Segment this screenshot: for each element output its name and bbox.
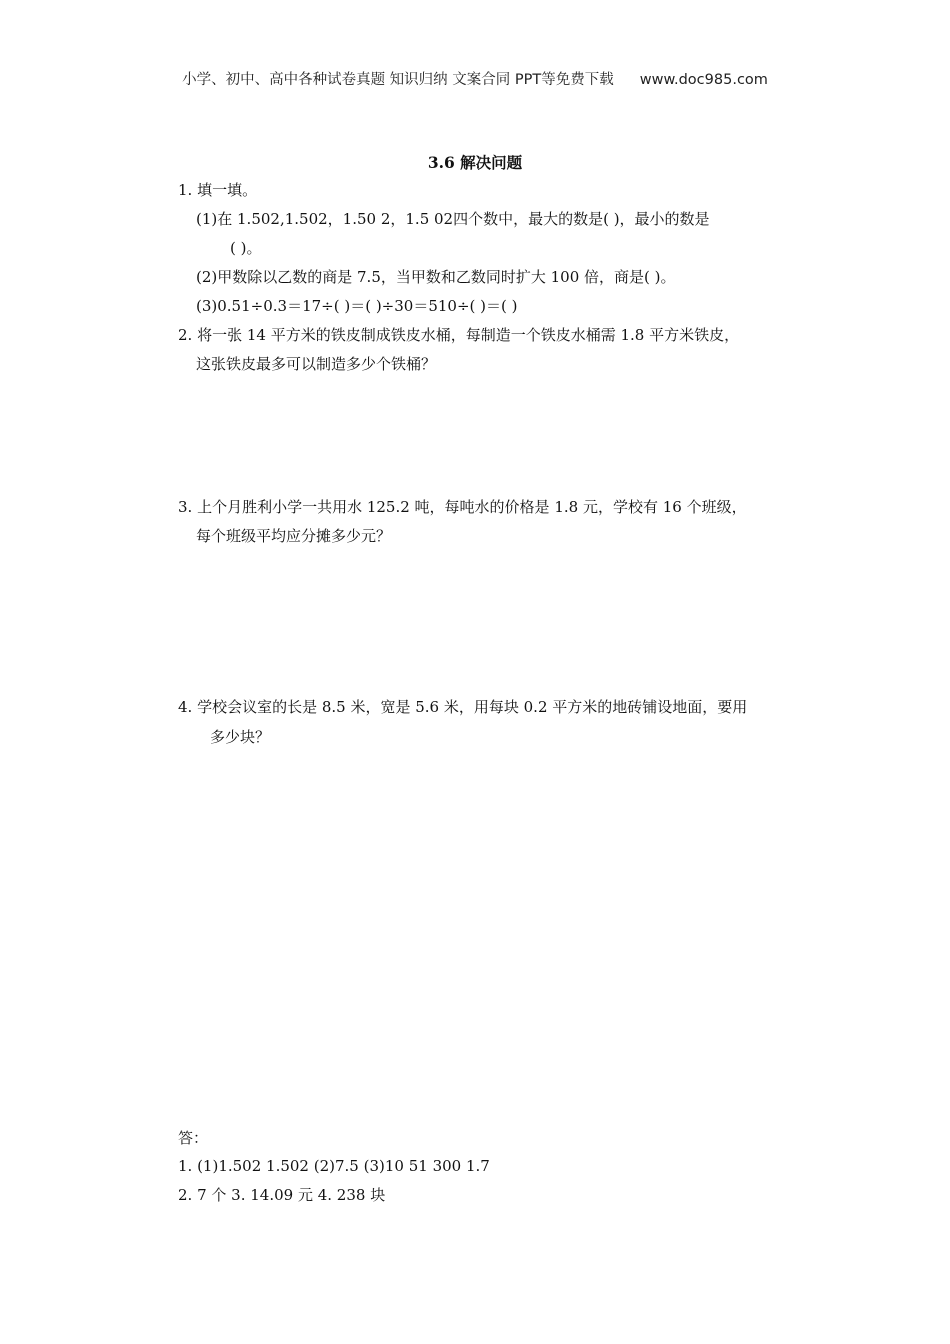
question-1-part-1-line-2: ( )。 <box>230 239 262 257</box>
answers-line-1: 1. (1)1.502 1.502 (2)7.5 (3)10 51 300 1.7 <box>178 1157 490 1175</box>
page-title: 3.6 解决问题 <box>427 153 523 172</box>
question-4-line-1: 4. 学校会议室的长是 8.5 米，宽是 5.6 米，用每块 0.2 平方米的地砖铺设地面，要用 <box>178 698 748 716</box>
question-4-line-2: 多少块？ <box>210 728 271 746</box>
header-text: 小学、初中、高中各种试卷真题 知识归纳 文案合同 PPT等免费下载 <box>182 72 614 88</box>
answers-label: 答： <box>178 1129 209 1147</box>
question-1-title: 1. 填一填。 <box>178 181 258 199</box>
question-2-line-2: 这张铁皮最多可以制造多少个铁桶？ <box>196 355 437 373</box>
question-3-line-2: 每个班级平均应分摊多少元？ <box>196 527 392 545</box>
header-site-link[interactable]: www.doc985.com <box>639 72 768 88</box>
question-1-part-3: (3)0.51÷0.3＝17÷( )＝( )÷30＝510÷( )＝( ) <box>196 297 518 315</box>
question-1-part-1-line-1: (1)在 1.502,1.502，1.50 2，1.5 02四个数中，最大的数是( )，最小的数是 <box>196 210 710 228</box>
page-header <box>0 68 950 89</box>
question-1-part-2: (2)甲数除以乙数的商是 7.5，当甲数和乙数同时扩大 100 倍，商是( )。 <box>196 268 676 286</box>
question-3-line-1: 3. 上个月胜利小学一共用水 125.2 吨，每吨水的价格是 1.8 元，学校有 16 个班级， <box>178 498 747 516</box>
answers-line-2: 2. 7 个 3. 14.09 元 4. 238 块 <box>178 1186 386 1204</box>
question-2-line-1: 2. 将一张 14 平方米的铁皮制成铁皮水桶，每制造一个铁皮水桶需 1.8 平方米铁皮， <box>178 326 740 344</box>
